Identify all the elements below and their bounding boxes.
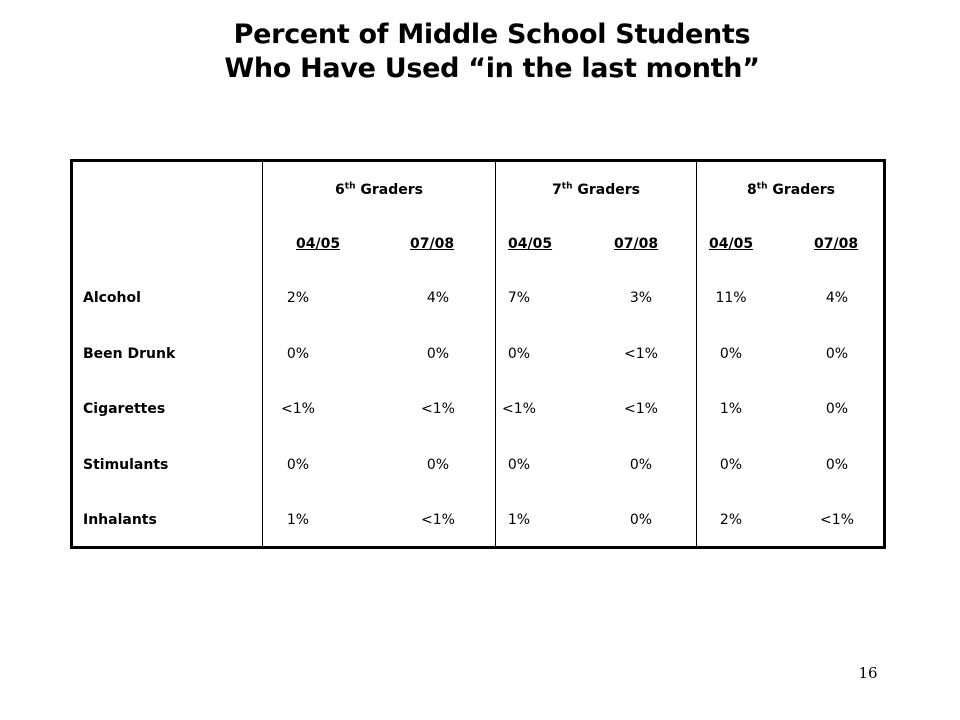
year-header-row	[73, 216, 883, 272]
row-label: Cigarettes	[83, 401, 166, 417]
slide-title-line-2: Who Have Used “in the last month”	[224, 53, 760, 84]
grade-header-8: 8th Graders	[747, 181, 835, 198]
table-cell: 0%	[426, 457, 450, 473]
table-row	[73, 270, 883, 326]
table-cell: 1%	[719, 401, 743, 417]
grade-header-7: 7th Graders	[552, 181, 640, 198]
table-cell: 0%	[629, 457, 653, 473]
row-label: Alcohol	[83, 290, 141, 306]
table-cell: 0%	[507, 457, 531, 473]
table-row	[73, 492, 883, 548]
table-cell: 2%	[286, 290, 310, 306]
table-cell: 7%	[507, 290, 531, 306]
table-cell: 0%	[426, 346, 450, 362]
year-header: 07/08	[814, 236, 859, 252]
table-cell: 0%	[286, 346, 310, 362]
year-header: 04/05	[296, 236, 341, 252]
table-cell: <1%	[624, 401, 658, 417]
table-row	[73, 437, 883, 493]
page-number: 16	[858, 664, 878, 682]
table-cell: <1%	[281, 401, 315, 417]
table-cell: 2%	[719, 512, 743, 528]
row-label: Stimulants	[83, 457, 169, 473]
year-header: 07/08	[614, 236, 659, 252]
grade-header-6: 6th Graders	[335, 181, 423, 198]
table-cell: 4%	[426, 290, 450, 306]
usage-table	[70, 159, 886, 549]
table-cell: 0%	[286, 457, 310, 473]
table-cell: 0%	[719, 457, 743, 473]
table-cell: 0%	[507, 346, 531, 362]
table-cell: 1%	[286, 512, 310, 528]
table-cell: 0%	[629, 512, 653, 528]
table-row	[73, 381, 883, 437]
year-header: 07/08	[410, 236, 455, 252]
table-cell: <1%	[624, 346, 658, 362]
year-header: 04/05	[709, 236, 754, 252]
table-cell: 3%	[629, 290, 653, 306]
table-cell: <1%	[502, 401, 536, 417]
table-row	[73, 326, 883, 382]
table-cell: 0%	[825, 346, 849, 362]
row-label: Inhalants	[83, 512, 157, 528]
table-cell: <1%	[820, 512, 854, 528]
table-cell: <1%	[421, 401, 455, 417]
table-cell: 0%	[825, 401, 849, 417]
slide-title-line-1: Percent of Middle School Students	[233, 19, 751, 50]
grade-header-row	[73, 162, 883, 218]
table-cell: 0%	[825, 457, 849, 473]
table-cell: 11%	[715, 290, 747, 306]
table-cell: 0%	[719, 346, 743, 362]
table-cell: <1%	[421, 512, 455, 528]
year-header: 04/05	[508, 236, 553, 252]
table-cell: 4%	[825, 290, 849, 306]
row-label: Been Drunk	[83, 346, 176, 362]
slide-title	[0, 18, 960, 86]
table-cell: 1%	[507, 512, 531, 528]
